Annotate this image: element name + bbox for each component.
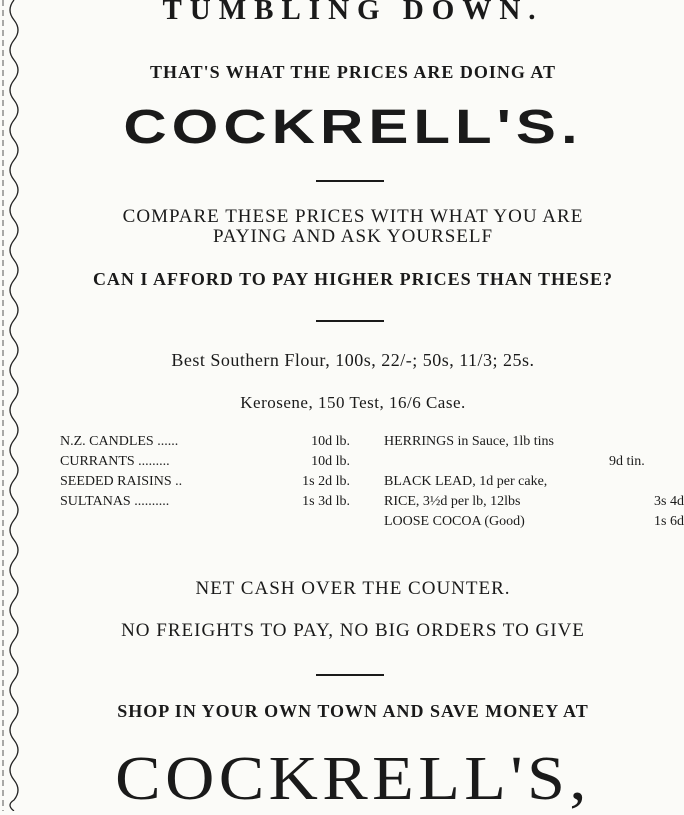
headline: TUMBLING DOWN. bbox=[162, 0, 544, 26]
item-label: SULTANAS .......... bbox=[60, 494, 170, 509]
item-price: 1s 6d bbox=[654, 514, 684, 529]
item-price: 3s 4d bbox=[654, 494, 684, 509]
list-item bbox=[384, 512, 684, 532]
list-item: BLACK LEAD, 1d per cake, bbox=[384, 474, 548, 489]
list-item bbox=[60, 432, 350, 452]
item-label: LOOSE COCOA (Good) bbox=[384, 514, 525, 529]
kerosene-price-line: Kerosene, 150 Test, 16/6 Case. bbox=[240, 393, 466, 412]
item-label: N.Z. CANDLES ...... bbox=[60, 434, 179, 449]
subheadline: THAT'S WHAT THE PRICES ARE DOING AT bbox=[149, 62, 557, 82]
item-label: CURRANTS ......... bbox=[60, 454, 170, 469]
flour-price-line: Best Southern Flour, 100s, 22/-; 50s, 11/3; 25s. bbox=[171, 350, 535, 370]
item-label: RICE, 3½d per lb, 12lbs bbox=[384, 494, 521, 509]
list-item: 9d tin. bbox=[609, 454, 645, 469]
question-text: CAN I AFFORD TO PAY HIGHER PRICES THAN THESE? bbox=[92, 269, 614, 289]
list-item bbox=[60, 492, 350, 512]
net-cash-line: NET CASH OVER THE COUNTER. bbox=[195, 578, 511, 599]
item-price: 1s 3d lb. bbox=[302, 494, 350, 509]
freights-line: NO FREIGHTS TO PAY, NO BIG ORDERS TO GIVE bbox=[121, 620, 585, 641]
compare-line-1: COMPARE THESE PRICES WITH WHAT YOU ARE bbox=[122, 206, 584, 227]
brand-name-bottom: COCKRELL'S, bbox=[115, 745, 591, 813]
shop-line: SHOP IN YOUR OWN TOWN AND SAVE MONEY AT bbox=[117, 701, 589, 721]
item-price: 10d lb. bbox=[311, 434, 350, 449]
divider-rule bbox=[316, 180, 384, 182]
right-price-list bbox=[384, 432, 684, 532]
item-price: 10d lb. bbox=[311, 454, 350, 469]
left-price-list bbox=[60, 432, 350, 512]
brand-name-top: COCKRELL'S. bbox=[123, 101, 583, 154]
divider-rule bbox=[316, 320, 384, 322]
list-item bbox=[384, 492, 684, 512]
compare-line-2: PAYING AND ASK YOURSELF bbox=[212, 226, 494, 247]
item-label: SEEDED RAISINS .. bbox=[60, 474, 183, 489]
item-price: 1s 2d lb. bbox=[302, 474, 350, 489]
compare-text bbox=[22, 207, 684, 247]
list-item: HERRINGS in Sauce, 1lb tins bbox=[384, 434, 554, 449]
divider-rule bbox=[316, 674, 384, 676]
list-item bbox=[60, 452, 350, 472]
list-item bbox=[60, 472, 350, 492]
